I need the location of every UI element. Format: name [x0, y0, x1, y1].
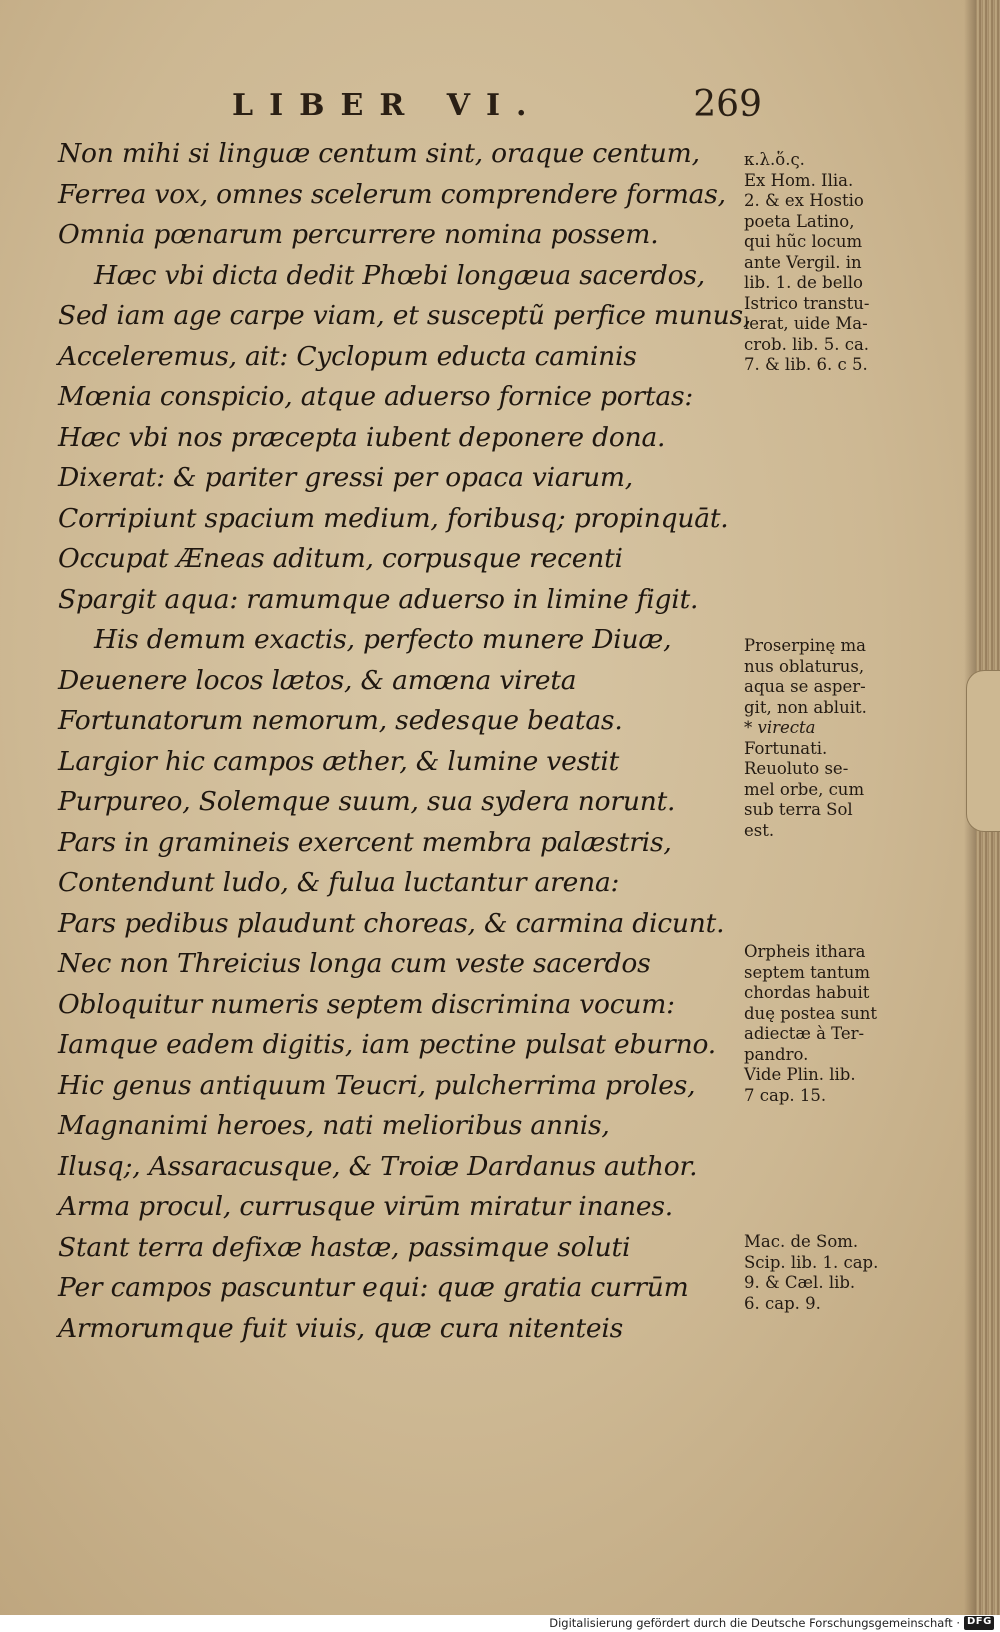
note-line: adiectæ à Ter-	[744, 1024, 865, 1043]
verse-line: Obloquitur numeris septem discrimina vocum:	[58, 988, 675, 1020]
margin-note-orpheus	[744, 942, 919, 1106]
verse-line: Contendunt ludo, & fulua luctantur arena:	[58, 867, 620, 898]
margin-note-homer	[744, 150, 919, 376]
verse-line: Spargit aqua: ramumque aduerso in limine figit.	[58, 583, 699, 615]
note-line: mel orbe, cum	[744, 779, 865, 799]
note-line: git, non abluit.	[744, 697, 867, 717]
page-number: 269	[693, 84, 762, 125]
note-line: duę postea sunt	[744, 1003, 877, 1023]
verse-line: Iamque eadem digitis, iam pectine pulsat eburno.	[58, 1029, 717, 1060]
note-line: est.	[744, 820, 775, 840]
note-line: ante Vergil. in	[744, 252, 862, 272]
note-line: lerat, uide Ma-	[744, 314, 868, 333]
note-line: lib. 1. de bello	[744, 273, 863, 292]
note-line: Mac. de Som.	[744, 1232, 859, 1251]
note-line: nus oblaturus,	[744, 656, 865, 676]
verse-line: His demum exactis, perfecto munere Diuæ,	[94, 624, 672, 655]
note-line: Istrico transtu-	[744, 293, 870, 313]
verse-line: Corripiunt spacium medium, foribusq; propinquāt.	[58, 502, 729, 534]
note-line: Scip. lib. 1. cap.	[744, 1252, 879, 1272]
note-line: Reuoluto se-	[744, 759, 849, 778]
digitization-footer	[0, 1615, 1000, 1632]
note-line: Proserpinę ma	[744, 636, 867, 655]
note-line: Fortunati.	[744, 738, 828, 758]
verse-line: Purpureo, Solemque suum, sua sydera norunt.	[58, 786, 676, 817]
verse-line: Mœnia conspicio, atque aduerso fornice portas:	[58, 381, 694, 412]
verse-line: Deuenere locos lætos, & amœna vireta	[58, 664, 577, 696]
page-tab-marker	[966, 670, 1000, 832]
verse-line: Arma procul, currusque virūm miratur inanes.	[58, 1191, 673, 1222]
verse-line: Armorumque fuit viuis, quæ cura nitenteis	[58, 1312, 624, 1344]
verse-line: Omnia pœnarum percurrere nomina possem.	[58, 219, 659, 250]
note-line: septem tantum	[744, 962, 871, 982]
note-line: aqua se asper-	[744, 677, 866, 696]
note-line: 9. & Cæl. lib.	[744, 1273, 856, 1292]
dfg-logo-text: DFG	[967, 1616, 992, 1627]
note-line: Vide Plin. lib.	[744, 1065, 856, 1084]
verse-line: Hic genus antiquum Teucri, pulcherrima proles,	[58, 1069, 696, 1101]
verse-line: Pars pedibus plaudunt choreas, & carmina dicunt.	[58, 907, 725, 939]
verse-line: Fortunatorum nemorum, sedesque beatas.	[58, 705, 623, 736]
note-line: qui hũc locum	[744, 232, 863, 251]
note-line: pandro.	[744, 1044, 809, 1064]
note-line: Orpheis ithara	[744, 942, 866, 961]
verse-line: Stant terra defixæ hastæ, passimque soluti	[58, 1231, 631, 1263]
verse-line: Dixerat: & pariter gressi per opaca viarum,	[58, 462, 634, 493]
verse-line: Acceleremus, ait: Cyclopum educta caminis	[58, 340, 637, 372]
verse-line: Hæc vbi dicta dedit Phœbi longæua sacerdos,	[94, 259, 705, 291]
note-line: κ.λ.ὅ.ς.	[744, 150, 805, 169]
note-line: crob. lib. 5. ca.	[744, 334, 870, 354]
note-line: 2. & ex Hostio	[744, 191, 864, 210]
verse-line: Per campos pascuntur equi: quæ gratia currūm	[58, 1272, 689, 1303]
running-head-title: LIBER VI.	[232, 88, 543, 123]
verse-line: Ferrea vox, omnes scelerum comprendere formas,	[58, 178, 726, 210]
note-line: chordas habuit	[744, 983, 870, 1002]
note-line: Ex Hom. Ilia.	[744, 170, 854, 190]
note-line: 7 cap. 15.	[744, 1085, 827, 1105]
note-line: 6. cap. 9.	[744, 1293, 821, 1313]
verse-line: Nec non Threicius longa cum veste sacerdos	[58, 948, 651, 979]
verse-line: Hæc vbi nos præcepta iubent deponere dona.	[58, 421, 666, 453]
margin-note-macrobius	[744, 1232, 919, 1314]
margin-note-proserpina	[744, 636, 919, 841]
verse-line: Magnanimi heroes, nati melioribus annis,	[58, 1110, 610, 1141]
note-line: poeta Latino,	[744, 211, 855, 231]
note-line: sub terra Sol	[744, 800, 853, 819]
verse-line: Occupat Æneas aditum, corpusque recenti	[58, 543, 623, 574]
verse-line: Sed iam age carpe viam, et susceptũ perfice munus,	[58, 300, 752, 331]
dfg-logo-icon	[964, 1616, 994, 1630]
note-line: 7. & lib. 6. c 5.	[744, 355, 868, 374]
verse-line: Pars in gramineis exercent membra palæstris,	[58, 826, 672, 858]
verse-line: Ilusq;, Assaracusque, & Troiæ Dardanus author.	[58, 1150, 698, 1182]
note-line: * virecta	[744, 718, 816, 737]
verse-line: Largior hic campos æther, & lumine vestit	[58, 745, 620, 777]
verse-block	[58, 134, 752, 1349]
verse-line: Non mihi si linguæ centum sint, oraque centum,	[58, 138, 700, 169]
footer-credit: Digitalisierung gefördert durch die Deutsche Forschungsgemeinschaft ·	[549, 1616, 960, 1630]
running-head	[232, 84, 762, 132]
